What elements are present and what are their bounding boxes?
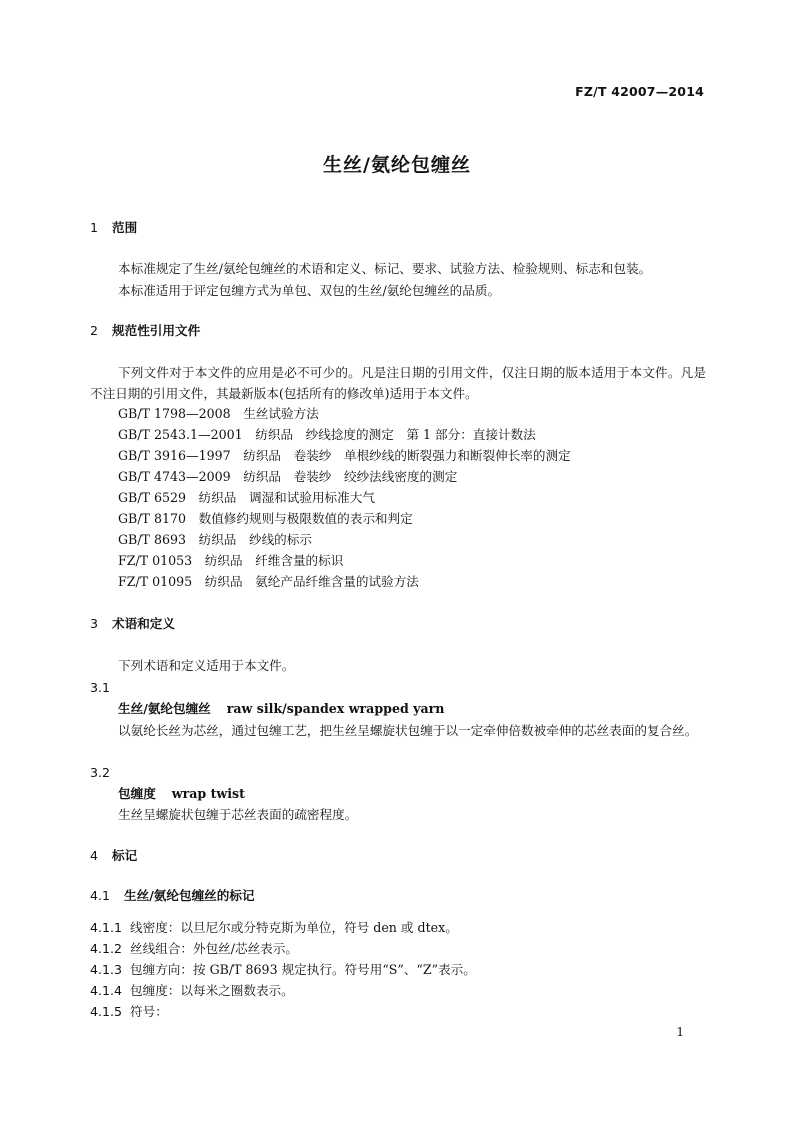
item-text: 符号： — [130, 1004, 168, 1019]
reference-item: GB/T 6529 纺织品 调湿和试验用标准大气 — [118, 490, 375, 505]
subsection-4-1-heading — [90, 886, 255, 906]
references-intro: 下列文件对于本文件的应用是必不可少的。凡是注日期的引用文件，仅注日期的版本适用于本文件。凡是不注日期的引用文件，其最新版本(包括所有的修改单)适用于本文件。 — [90, 365, 706, 401]
term-name: 包缠度 — [118, 786, 156, 801]
term-name: 生丝/氨纶包缠丝 — [118, 701, 211, 716]
term-number: 3.1 — [90, 680, 111, 695]
term-english: raw silk/spandex wrapped yarn — [226, 701, 445, 716]
term-heading — [118, 784, 245, 804]
item-number: 4.1.3 — [90, 962, 123, 977]
section-title: 范围 — [112, 220, 138, 235]
reference-item: FZ/T 01095 纺织品 氨纶产品纤维含量的试验方法 — [118, 574, 419, 589]
item-number: 4.1.1 — [90, 920, 123, 935]
section-number: 1 — [90, 220, 99, 235]
term-definition: 生丝呈螺旋状包缠于芯丝表面的疏密程度。 — [118, 807, 358, 822]
marking-item — [90, 939, 298, 959]
term-number: 3.2 — [90, 765, 111, 780]
item-number: 4.1.2 — [90, 941, 123, 956]
term-definition: 以氨纶长丝为芯丝，通过包缠工艺，把生丝呈螺旋状包缠于以一定牵伸倍数被牵伸的芯丝表面的复合丝。 — [118, 723, 698, 738]
section-title: 术语和定义 — [112, 616, 175, 631]
reference-item: FZ/T 01053 纺织品 纤维含量的标识 — [118, 553, 344, 568]
section-title: 标记 — [112, 848, 138, 863]
reference-item: GB/T 1798—2008 生丝试验方法 — [118, 406, 319, 421]
terms-intro: 下列术语和定义适用于本文件。 — [118, 658, 295, 673]
item-number: 4.1.4 — [90, 983, 123, 998]
marking-item — [90, 981, 294, 1001]
item-text: 丝线组合：外包丝/芯丝表示。 — [130, 941, 298, 956]
standard-code: FZ/T 42007—2014 — [575, 84, 704, 99]
section-4-heading — [90, 846, 137, 866]
reference-item: GB/T 2543.1—2001 纺织品 纱线捻度的测定 第 1 部分：直接计数法 — [118, 427, 536, 442]
scope-paragraph-2: 本标准适用于评定包缠方式为单包、双包的生丝/氨纶包缠丝的品质。 — [118, 283, 501, 298]
section-3-heading — [90, 614, 175, 634]
page-number: 1 — [676, 1025, 684, 1039]
marking-item — [90, 960, 476, 980]
scope-paragraph-1: 本标准规定了生丝/氨纶包缠丝的术语和定义、标记、要求、试验方法、检验规则、标志和包装。 — [118, 261, 652, 276]
section-number: 2 — [90, 323, 99, 338]
item-number: 4.1.5 — [90, 1004, 123, 1019]
document-title: 生丝/氨纶包缠丝 — [323, 154, 471, 176]
section-number: 4 — [90, 848, 99, 863]
section-title: 规范性引用文件 — [112, 323, 201, 338]
item-text: 包缠方向：按 GB/T 8693 规定执行。符号用“S”、“Z”表示。 — [130, 962, 476, 977]
term-english: wrap twist — [171, 786, 245, 801]
reference-item: GB/T 8170 数值修约规则与极限数值的表示和判定 — [118, 511, 413, 526]
reference-item: GB/T 4743—2009 纺织品 卷装纱 绞纱法线密度的测定 — [118, 469, 458, 484]
item-text: 包缠度：以每米之圈数表示。 — [130, 983, 294, 998]
reference-item: GB/T 3916—1997 纺织品 卷装纱 单根纱线的断裂强力和断裂伸长率的测定 — [118, 448, 571, 463]
marking-item — [90, 1002, 168, 1022]
reference-item: GB/T 8693 纺织品 纱线的标示 — [118, 532, 312, 547]
subsection-number: 4.1 — [90, 888, 111, 903]
marking-item — [90, 918, 458, 938]
item-text: 线密度：以旦尼尔或分特克斯为单位，符号 den 或 dtex。 — [130, 920, 458, 935]
section-1-heading — [90, 218, 137, 238]
section-number: 3 — [90, 616, 99, 631]
term-heading — [118, 699, 444, 719]
section-2-heading — [90, 321, 200, 341]
subsection-title: 生丝/氨纶包缠丝的标记 — [124, 888, 255, 903]
